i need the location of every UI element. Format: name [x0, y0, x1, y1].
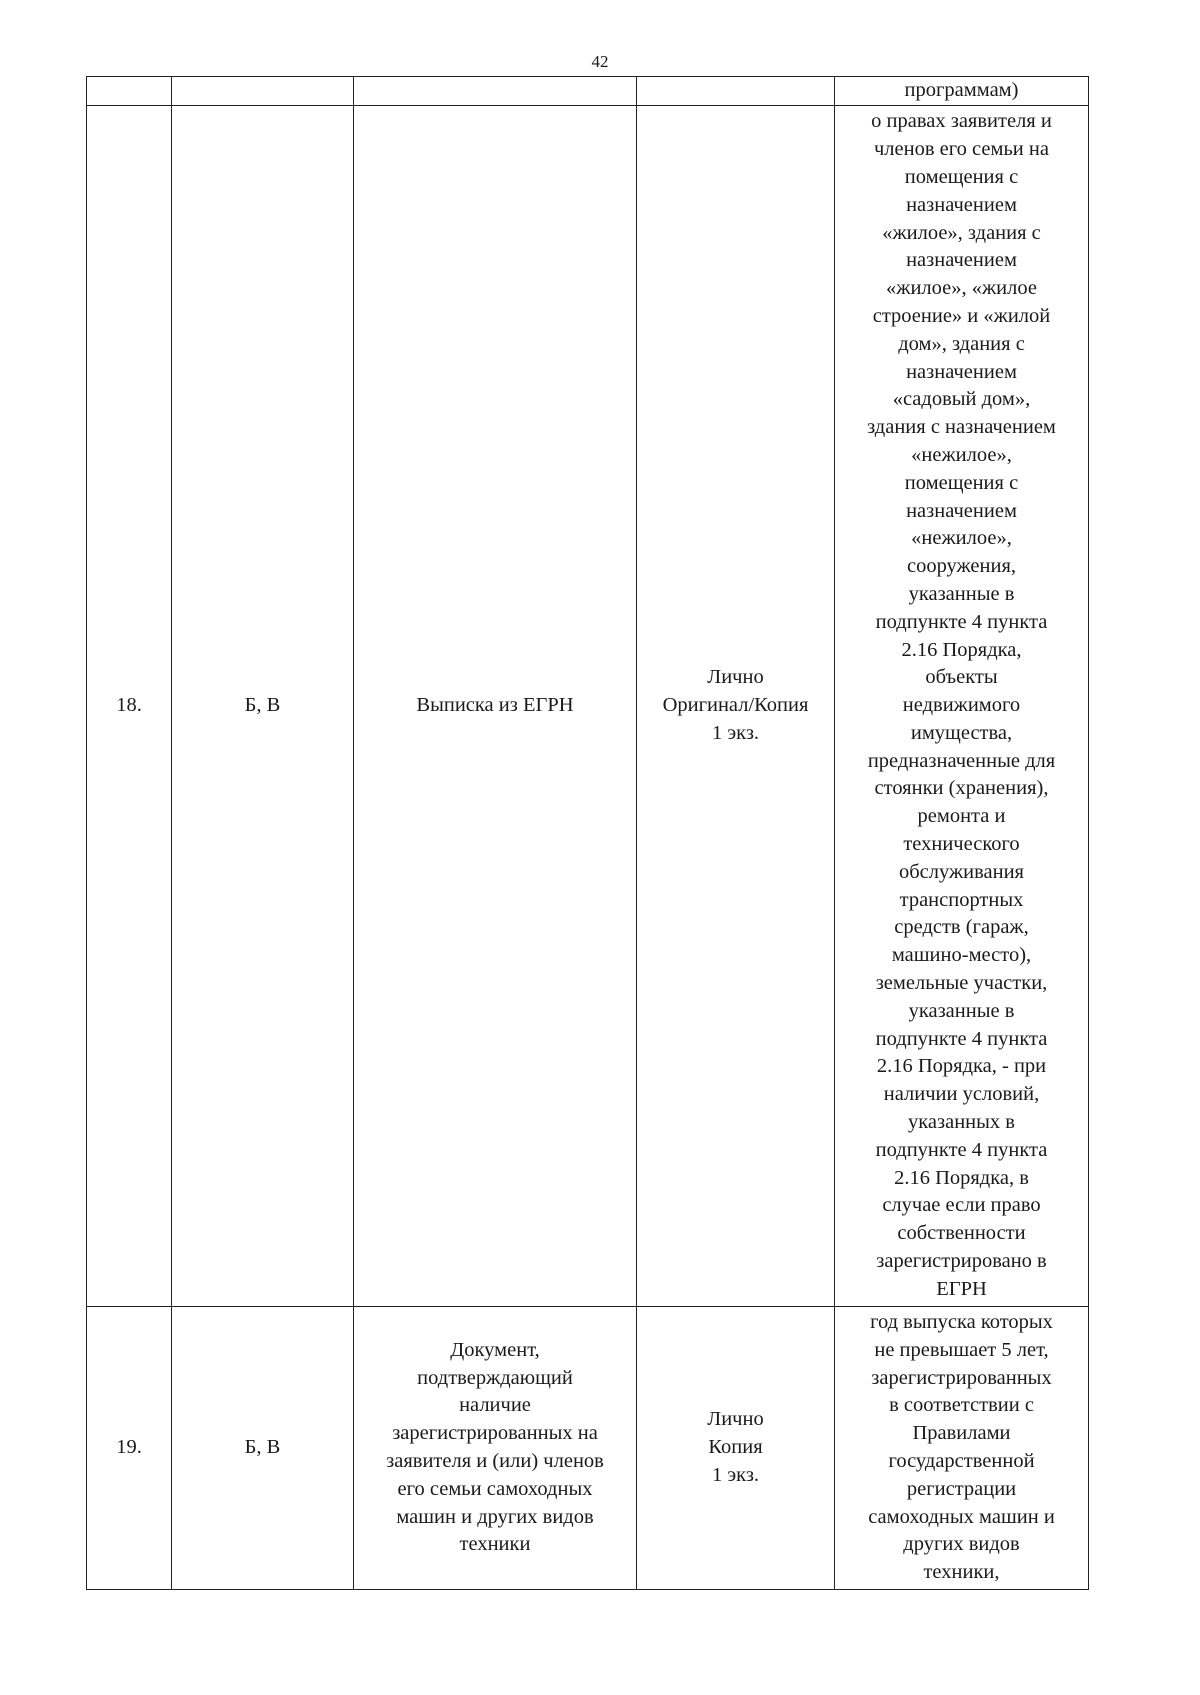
table-cell [354, 77, 637, 106]
category-cell: Б, В [172, 1307, 354, 1590]
row-number-cell: 19. [87, 1307, 172, 1590]
submission-method-cell: Лично Оригинал/Копия 1 экз. [637, 106, 835, 1307]
table-cell [637, 77, 835, 106]
continuation-note-cell: программам) [835, 77, 1089, 106]
note-cell: год выпуска которых не превышает 5 лет, зарегистрированных в соответствии с Правилами государственной регистрации самоходных машин и других видов техники, [835, 1307, 1089, 1590]
submission-method-cell: Лично Копия 1 экз. [637, 1307, 835, 1590]
category-cell: Б, В [172, 106, 354, 1307]
table-cell [87, 77, 172, 106]
table-row [87, 106, 1089, 1307]
page-number: 42 [591, 52, 609, 71]
table-row [87, 1307, 1089, 1590]
row-number-cell: 18. [87, 106, 172, 1307]
note-cell: о правах заявителя и членов его семьи на помещения с назначением «жилое», здания с назначением «жилое», «жилое строение» и «жилой дом», здания с назначением «садовый дом», здания с назначением «нежилое», помещения с назначением «нежилое», сооружения, указанные в подпункте 4 пункта 2.16 Порядка, объекты недвижимого имущества, предназначенные для стоянки (хранения), ремонта и технического обслуживания транспортных средств (гараж, машино-место), земельные участки, указанные в подпункте 4 пункта 2.16 Порядка, - при наличии условий, указанных в подпункте 4 пункта 2.16 Порядка, в случае если право собственности зарегистрировано в ЕГРН [835, 106, 1089, 1307]
document-name-cell: Выписка из ЕГРН [354, 106, 637, 1307]
table-cell [172, 77, 354, 106]
documents-table [86, 76, 1089, 1590]
table-continuation-row [87, 77, 1089, 106]
document-name-cell: Документ, подтверждающий наличие зарегистрированных на заявителя и (или) членов его семьи самоходных машин и других видов техники [354, 1307, 637, 1590]
